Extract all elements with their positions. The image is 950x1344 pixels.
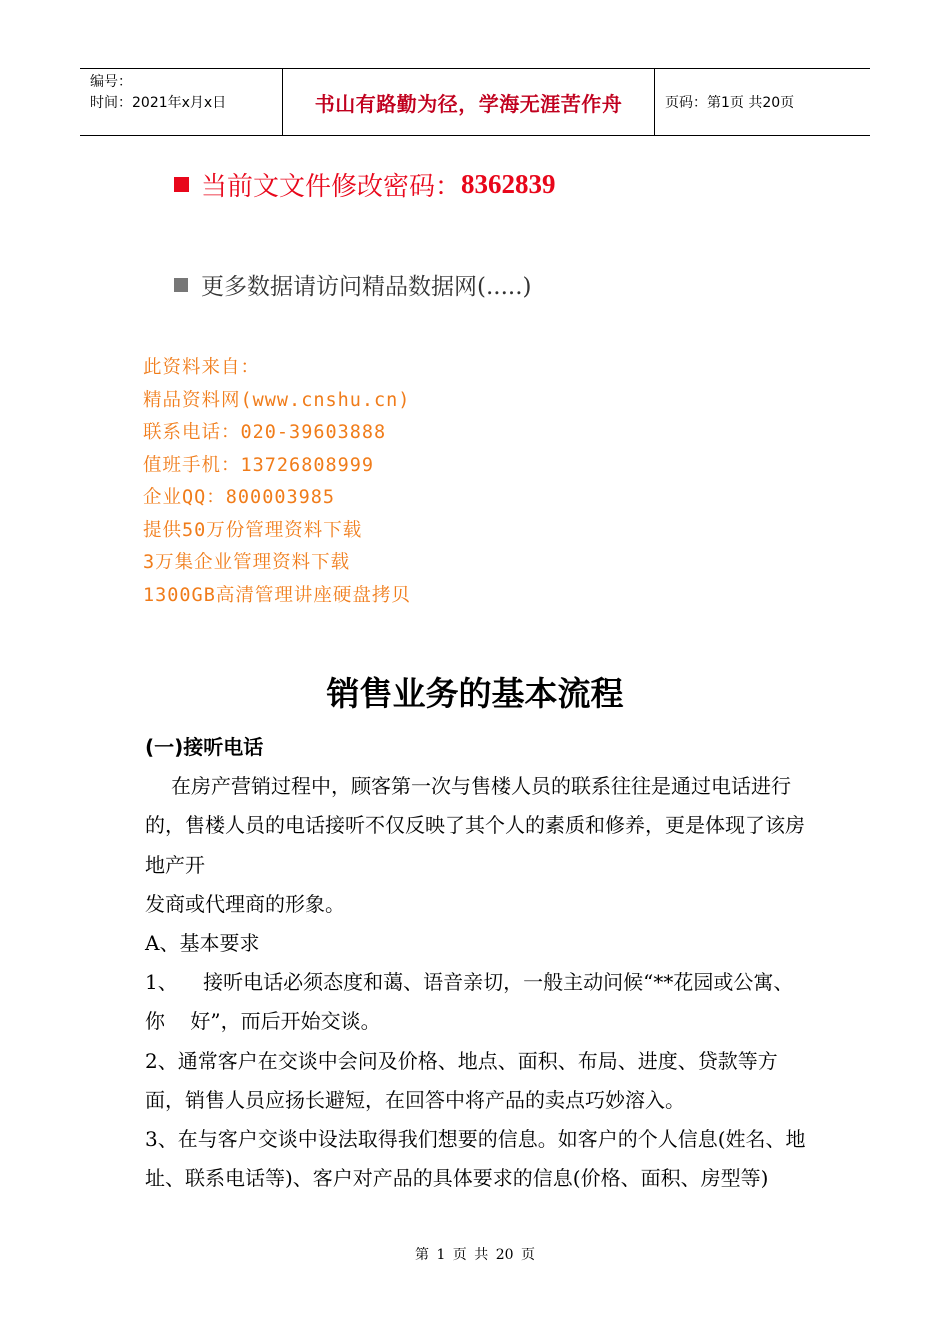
body-paragraph: 在房产营销过程中，顾客第一次与售楼人员的联系往往是通过电话进行的，售楼人员的电话接听不仅反映了其个人的素质和修养，更是体现了该房地产开 — [145, 774, 805, 877]
page-footer: 第 1 页 共 20 页 — [415, 1247, 535, 1263]
more-data-text: 更多数据请访问精品数据网(.....) — [201, 274, 532, 300]
document-body — [145, 728, 810, 1198]
source-line: 3万集企业管理资料下载 — [143, 552, 351, 573]
header-page-info: 页码：第1页 共20页 — [665, 95, 795, 111]
body-paragraph: A、基本要求 — [145, 931, 260, 956]
source-line: 联系电话：020-39603888 — [143, 422, 387, 443]
source-line: 值班手机：13726808999 — [143, 454, 375, 476]
red-square-bullet-icon — [174, 177, 189, 192]
source-line: 此资料来自： — [143, 357, 261, 378]
password-value: 8362839 — [461, 169, 556, 199]
password-label: 当前文文件修改密码： — [201, 172, 462, 202]
motto-text: 书山有路勤为径，学海无涯苦作舟 — [314, 91, 623, 116]
gray-square-bullet-icon — [174, 278, 188, 292]
source-line: 企业QQ：800003985 — [143, 487, 336, 508]
body-paragraph: 1、 接听电话必须态度和蔼、语音亲切，一般主动问候“**花园或公寓、你 好”，而后开始交谈。 — [145, 970, 794, 1034]
time-label: 时间：2021年x月x日 — [90, 95, 227, 111]
header-table — [80, 68, 870, 136]
password-notice — [174, 166, 556, 203]
header-motto-cell — [282, 69, 655, 135]
body-paragraph: 3、在与客户交谈中设法取得我们想要的信息。如客户的个人信息(姓名、地址、联系电话等)、客户对产品的具体要求的信息(价格、面积、房型等) — [145, 1127, 806, 1191]
header-meta — [80, 69, 282, 135]
body-paragraph: 发商或代理商的形象。 — [145, 891, 345, 916]
body-paragraph: 2、通常客户在交谈中会问及价格、地点、面积、布局、进度、贷款等方面，销售人员应扬长避短，在回答中将产品的卖点巧妙溶入。 — [145, 1048, 778, 1112]
section-heading: (一)接听电话 — [145, 735, 264, 759]
source-line: 提供50万份管理资料下载 — [143, 519, 363, 541]
more-data-notice — [174, 268, 532, 301]
number-label: 编号： — [90, 74, 132, 90]
source-info-block — [143, 352, 411, 612]
source-line: 精品资料网(www.cnshu.cn) — [143, 389, 411, 411]
source-line: 1300GB高清管理讲座硬盘拷贝 — [143, 584, 411, 606]
document-title: 销售业务的基本流程 — [326, 674, 624, 713]
